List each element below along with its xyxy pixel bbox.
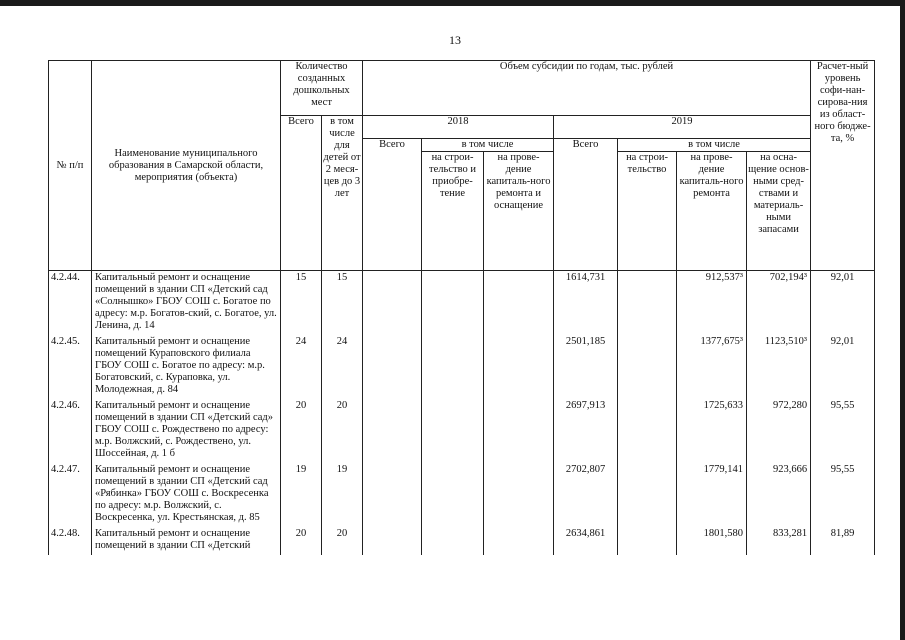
row-cofinancing-level: 92,01 [811,271,875,336]
row-2018-repair [484,527,554,555]
row-number: 4.2.47. [49,463,92,527]
table-row [49,271,875,336]
header-subsidy: Объем субсидии по годам, тыс. рублей [363,61,811,116]
header-2019-equipment: на осна-щение основ-ными сред-ствами и материаль-ными запасами [747,152,811,271]
row-2019-construction [618,399,677,463]
header-2018-total: Всего [363,139,422,271]
page-number: 13 [449,33,461,47]
row-2018-construction [422,271,484,336]
row-2019-total: 1614,731 [554,271,618,336]
table-row [49,335,875,399]
row-2018-construction [422,399,484,463]
row-2019-construction [618,335,677,399]
row-number: 4.2.46. [49,399,92,463]
row-places-incl: 24 [322,335,363,399]
row-name: Капитальный ремонт и оснащение помещений в здании СП «Детский сад «Рябинка» ГБОУ СОШ с. Воскресенка по адресу: м.р. Волжский, с. Воскресенка, ул. Крестьянская, д. 85 [92,463,281,527]
row-2019-repair: 912,537³ [677,271,747,336]
row-2019-total: 2501,185 [554,335,618,399]
row-2018-repair [484,335,554,399]
row-2018-construction [422,463,484,527]
subsidy-table [48,60,875,555]
row-places-total: 20 [281,527,322,555]
row-2019-equipment: 1123,510³ [747,335,811,399]
row-2018-total [363,335,422,399]
row-2019-equipment: 833,281 [747,527,811,555]
row-places-total: 24 [281,335,322,399]
row-2019-repair: 1801,580 [677,527,747,555]
table-row [49,527,875,555]
row-2018-repair [484,399,554,463]
row-cofinancing-level: 95,55 [811,463,875,527]
header-places: Количество созданных дошкольных мест [281,61,363,116]
row-2018-repair [484,463,554,527]
row-2019-total: 2702,807 [554,463,618,527]
table-row [49,463,875,527]
row-name: Капитальный ремонт и оснащение помещений в здании СП «Детский сад «Солнышко» ГБОУ СОШ с. Богатое по адресу: м.р. Богатов-ский, с. Богатое, ул. Ленина, д. 14 [92,271,281,336]
header-places-incl: в том числе для детей от 2 меся-цев до 3 лет [322,116,363,271]
row-2019-equipment: 923,666 [747,463,811,527]
row-2018-total [363,399,422,463]
row-2019-equipment: 972,280 [747,399,811,463]
row-2019-total: 2697,913 [554,399,618,463]
header-2019-incl: в том числе [618,139,811,152]
header-2018-construction: на строи-тельство и приобре-тение [422,152,484,271]
row-2019-construction [618,271,677,336]
row-number: 4.2.48. [49,527,92,555]
table-row [49,399,875,463]
header-2019-construction: на строи-тельство [618,152,677,271]
row-places-total: 20 [281,399,322,463]
row-2018-repair [484,271,554,336]
header-year-2018: 2018 [363,116,554,139]
row-2019-total: 2634,861 [554,527,618,555]
row-places-total: 19 [281,463,322,527]
row-places-total: 15 [281,271,322,336]
header-2018-repair: на прове-дение капиталь-ного ремонта и оснащение [484,152,554,271]
row-2018-total [363,271,422,336]
header-places-total: Всего [281,116,322,271]
header-name: Наименование муниципального образования в Самарской области, мероприятия (объекта) [92,61,281,271]
row-number: 4.2.44. [49,271,92,336]
page-border-right [900,0,905,640]
row-places-incl: 20 [322,399,363,463]
row-2018-total [363,527,422,555]
row-2019-construction [618,463,677,527]
header-2019-repair: на прове-дение капиталь-ного ремонта [677,152,747,271]
table-header [49,61,875,271]
row-cofinancing-level: 95,55 [811,399,875,463]
row-cofinancing-level: 81,89 [811,527,875,555]
header-2019-total: Всего [554,139,618,271]
page-border-top [0,0,905,6]
row-places-incl: 15 [322,271,363,336]
row-places-incl: 20 [322,527,363,555]
row-name: Капитальный ремонт и оснащение помещений в здании СП «Детский [92,527,281,555]
header-number: № п/п [49,61,92,271]
header-2018-incl: в том числе [422,139,554,152]
row-2018-total [363,463,422,527]
table-body [49,271,875,556]
row-places-incl: 19 [322,463,363,527]
row-2018-construction [422,335,484,399]
row-number: 4.2.45. [49,335,92,399]
row-2019-repair: 1725,633 [677,399,747,463]
header-cofinancing-level: Расчет-ный уровень софи-нан-сирова-ния из област-ного бюдже-та, % [811,61,875,271]
row-2019-repair: 1779,141 [677,463,747,527]
row-name: Капитальный ремонт и оснащение помещений в здании СП «Детский сад» ГБОУ СОШ с. Рождествено по адресу: м.р. Волжский, с. Рождествено, ул. Шоссейная, д. 1 б [92,399,281,463]
row-2019-equipment: 702,194³ [747,271,811,336]
row-2018-construction [422,527,484,555]
row-cofinancing-level: 92,01 [811,335,875,399]
row-2019-repair: 1377,675³ [677,335,747,399]
header-year-2019: 2019 [554,116,811,139]
row-2019-construction [618,527,677,555]
row-name: Капитальный ремонт и оснащение помещений Кураповского филиала ГБОУ СОШ с. Богатое по адресу: м.р. Богатовский, с. Кураповка, ул. Молодежная, д. 84 [92,335,281,399]
